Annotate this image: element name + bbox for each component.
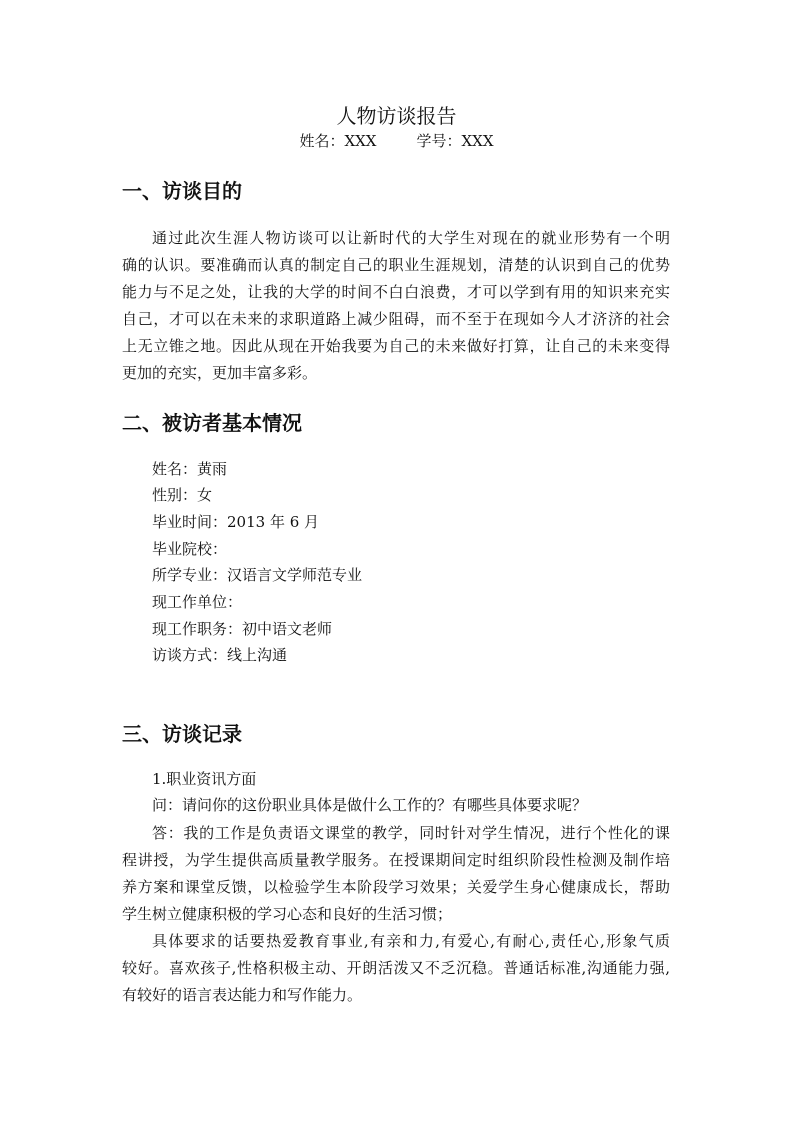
section-heading-interviewee: 二、被访者基本情况	[122, 411, 302, 435]
paragraph-line: 能力与不足之处，让我的大学的时间不白白浪费，才可以学到有用的知识来充实	[122, 283, 670, 301]
answer-line: 答：我的工作是负责语文课堂的教学，同时针对学生情况，进行个性化的课	[152, 824, 670, 842]
answer-line: 学生树立健康积极的学习心态和良好的生活习惯；	[122, 905, 453, 923]
section-heading-purpose: 一、访谈目的	[122, 179, 242, 203]
info-school: 毕业院校：	[152, 540, 228, 558]
subsection-title: 1.职业资讯方面	[152, 770, 257, 788]
answer-line: 具体要求的话要热爱教育事业,有亲和力,有爱心,有耐心,责任心,形象气质	[152, 932, 670, 950]
paragraph-line: 通过此次生涯人物访谈可以让新时代的大学生对现在的就业形势有一个明	[152, 229, 670, 247]
info-gender: 性别：女	[152, 486, 213, 504]
info-name: 姓名：黄雨	[152, 460, 228, 478]
paragraph-line: 确的认识。要准确而认真的制定自己的职业生涯规划，清楚的认识到自己的优势	[122, 256, 670, 274]
section-heading-record: 三、访谈记录	[122, 722, 242, 746]
info-employer: 现工作单位：	[152, 593, 243, 611]
info-method: 访谈方式：线上沟通	[152, 646, 288, 664]
student-id: 学号：XXX	[416, 132, 494, 150]
paragraph-line: 更加的充实，更加丰富多彩。	[122, 364, 318, 382]
student-info	[0, 130, 793, 151]
document-title: 人物访谈报告	[336, 104, 457, 128]
answer-line: 较好。喜欢孩子,性格积极主动、开朗活泼又不乏沉稳。普通话标准,沟通能力强,	[122, 959, 670, 977]
info-graduation-date: 毕业时间：2013 年 6 月	[152, 513, 320, 531]
paragraph-line: 上无立锥之地。因此从现在开始我要为自己的未来做好打算，让自己的未来变得	[122, 337, 670, 355]
info-major: 所学专业：汉语言文学师范专业	[152, 566, 363, 584]
paragraph-line: 自己，才可以在未来的求职道路上减少阻碍，而不至于在现如今人才济济的社会	[122, 310, 670, 328]
answer-line: 程讲授，为学生提供高质量教学服务。在授课期间定时组织阶段性检测及制作培	[122, 851, 670, 869]
question-line: 问：请问你的这份职业具体是做什么工作的？有哪些具体要求呢？	[152, 796, 588, 814]
answer-line: 养方案和课堂反馈，以检验学生本阶段学习效果；关爱学生身心健康成长，帮助	[122, 878, 670, 896]
answer-line: 有较好的语言表达能力和写作能力。	[122, 986, 363, 1004]
info-position: 现工作职务：初中语文老师	[152, 620, 333, 638]
student-name: 姓名：XXX	[299, 132, 377, 150]
